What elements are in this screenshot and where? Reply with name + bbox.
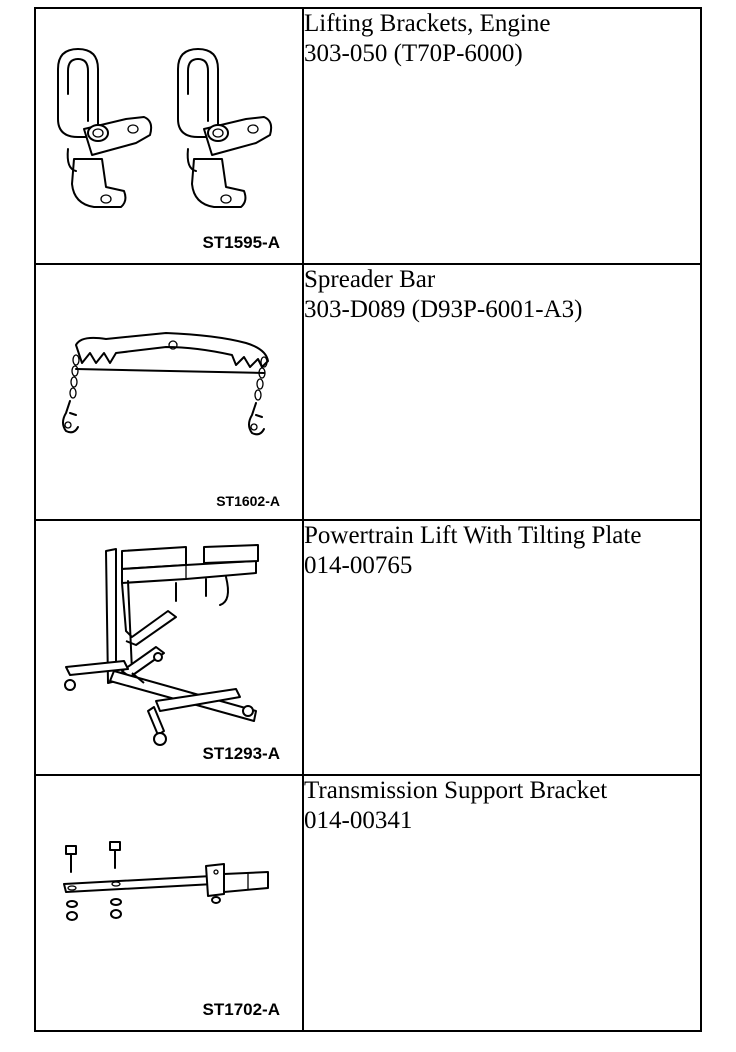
powertrain-lift-illustration [36,521,302,776]
tool-number: 303-050 (T70P-6000) [304,40,523,67]
tool-description [303,775,701,1031]
tool-number: 303-D089 (D93P-6001-A3) [304,295,583,323]
tool-figure-cell [35,264,303,520]
tool-figure-cell [35,8,303,264]
tool-name: Powertrain Lift With Tilting Plate [304,521,642,549]
lifting-brackets-illustration [36,9,302,264]
tool-description [303,520,701,776]
spreader-bar-illustration [36,265,302,520]
tool-row [35,775,701,1031]
tool-name: Lifting Brackets, Engine [304,10,551,37]
tool-row [35,520,701,776]
transmission-support-bracket-illustration [36,776,302,1031]
tool-number: 014-00765 [304,551,413,579]
figure-id: ST1293-A [202,744,280,764]
tool-figure-cell [35,775,303,1031]
tool-name: Transmission Support Bracket [304,777,608,805]
tool-description [303,8,701,264]
tool-row [35,264,701,520]
tool-number: 014-00341 [304,807,413,835]
tool-figure-cell [35,520,303,776]
figure-id: ST1602-A [216,492,280,509]
figure-id: ST1702-A [202,1000,280,1019]
special-tools-table [34,7,702,1032]
tool-row [35,8,701,264]
tool-description [303,264,701,520]
tool-name: Spreader Bar [304,265,436,293]
figure-id: ST1595-A [202,232,280,252]
